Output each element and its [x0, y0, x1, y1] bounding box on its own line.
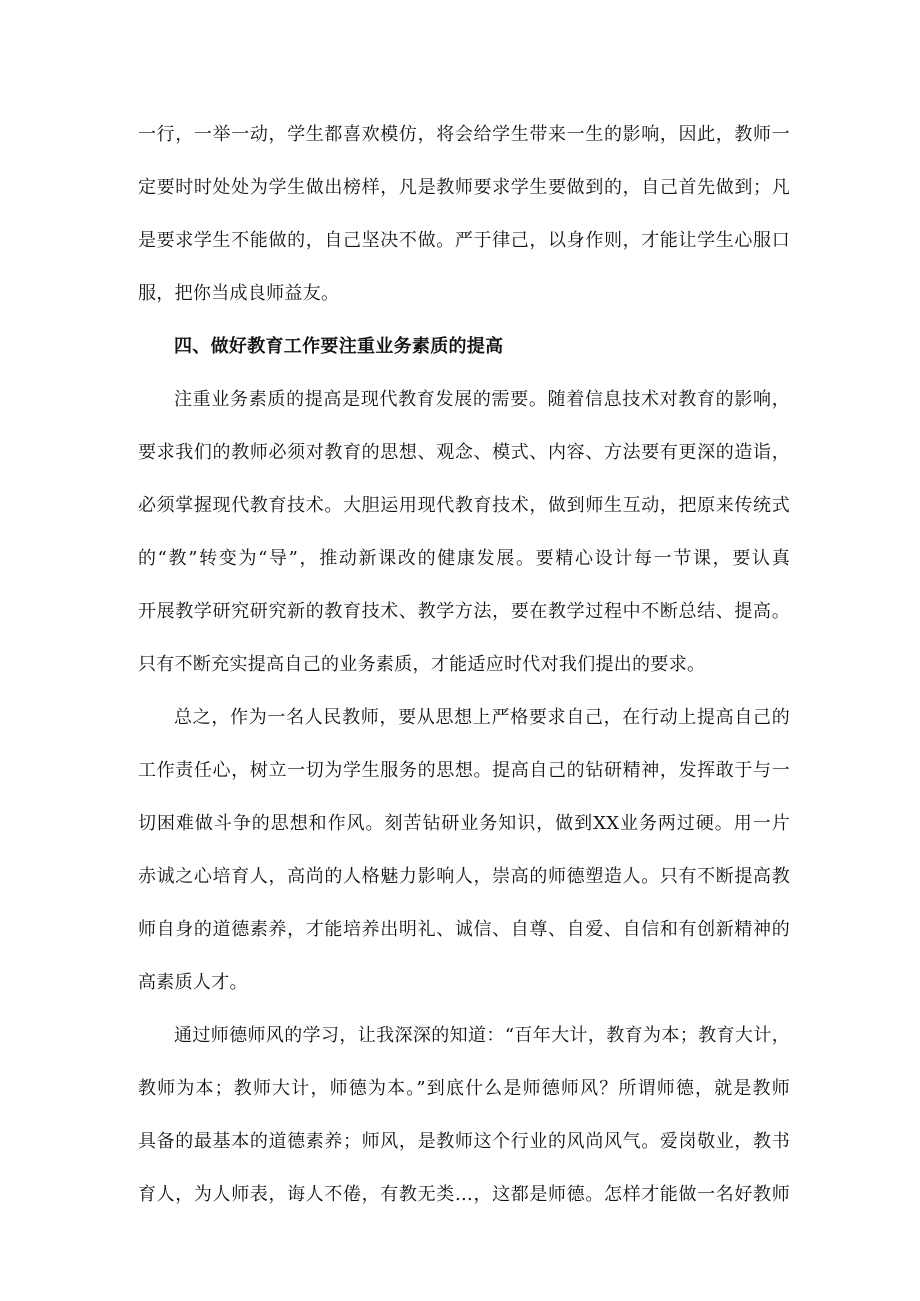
text-line: 服，把你当成良师益友。	[138, 283, 340, 304]
text-line: 要求我们的教师必须对教育的思想、观念、模式、内容、方法要有更深的造诣，	[138, 442, 790, 463]
text-line: 师自身的道德素养，才能培养出明礼、诚信、自尊、自爱、自信和有创新精神的	[138, 919, 790, 940]
text-line: 教师为本；教师大计，师德为本。”到底什么是师德师风？所谓师德，就是教师	[138, 1078, 790, 1099]
paragraph-summary	[138, 703, 790, 1021]
text-line: 育人，为人师表，诲人不倦，有教无类…，这都是师德。怎样才能做一名好教师	[138, 1184, 790, 1205]
text-line: 具备的最基本的道德素养；师风，是教师这个行业的风尚风气。爱岗敬业，教书	[138, 1131, 790, 1152]
text-line: 赤诚之心培育人，高尚的人格魅力影响人，崇高的师德塑造人。只有不断提高教	[138, 866, 790, 887]
text-line: 定要时时处处为学生做出榜样，凡是教师要求学生要做到的，自己首先做到；凡	[138, 177, 790, 198]
text-line: 一行，一举一动，学生都喜欢模仿，将会给学生带来一生的影响，因此，教师一	[138, 124, 790, 145]
text-line: 工作责任心，树立一切为学生服务的思想。提高自己的钻研精神，发挥敢于与一	[138, 760, 790, 781]
text-line: 必须掌握现代教育技术。大胆运用现代教育技术，做到师生互动，把原来传统式	[138, 495, 790, 516]
document-body	[138, 120, 790, 1233]
text-line: 高素质人才。	[138, 972, 248, 993]
text-line: 总之，作为一名人民教师，要从思想上严格要求自己，在行动上提高自己的	[174, 707, 790, 728]
paragraph-teacher-ethics	[138, 1021, 790, 1233]
heading-text: 四、做好教育工作要注重业务素质的提高	[174, 336, 504, 357]
text-line: 切困难做斗争的思想和作风。刻苦钻研业务知识，做到XX业务两过硬。用一片	[138, 813, 790, 834]
text-line: 是要求学生不能做的，自己坚决不做。严于律己，以身作则，才能让学生心服口	[138, 230, 790, 251]
text-line: 只有不断充实提高自己的业务素质，才能适应时代对我们提出的要求。	[138, 654, 706, 675]
section-heading	[138, 332, 790, 385]
text-line: 开展教学研究研究新的教育技术、教学方法，要在教学过程中不断总结、提高。	[138, 601, 790, 622]
text-line: 注重业务素质的提高是现代教育发展的需要。随着信息技术对教育的影响，	[174, 389, 790, 410]
paragraph-continuation	[138, 120, 790, 332]
text-line: 通过师德师风的学习，让我深深的知道：“百年大计，教育为本；教育大计，	[174, 1025, 790, 1046]
text-line: 的“教”转变为“导”，推动新课改的健康发展。要精心设计每一节课，要认真	[138, 548, 790, 569]
paragraph-business-quality	[138, 385, 790, 703]
